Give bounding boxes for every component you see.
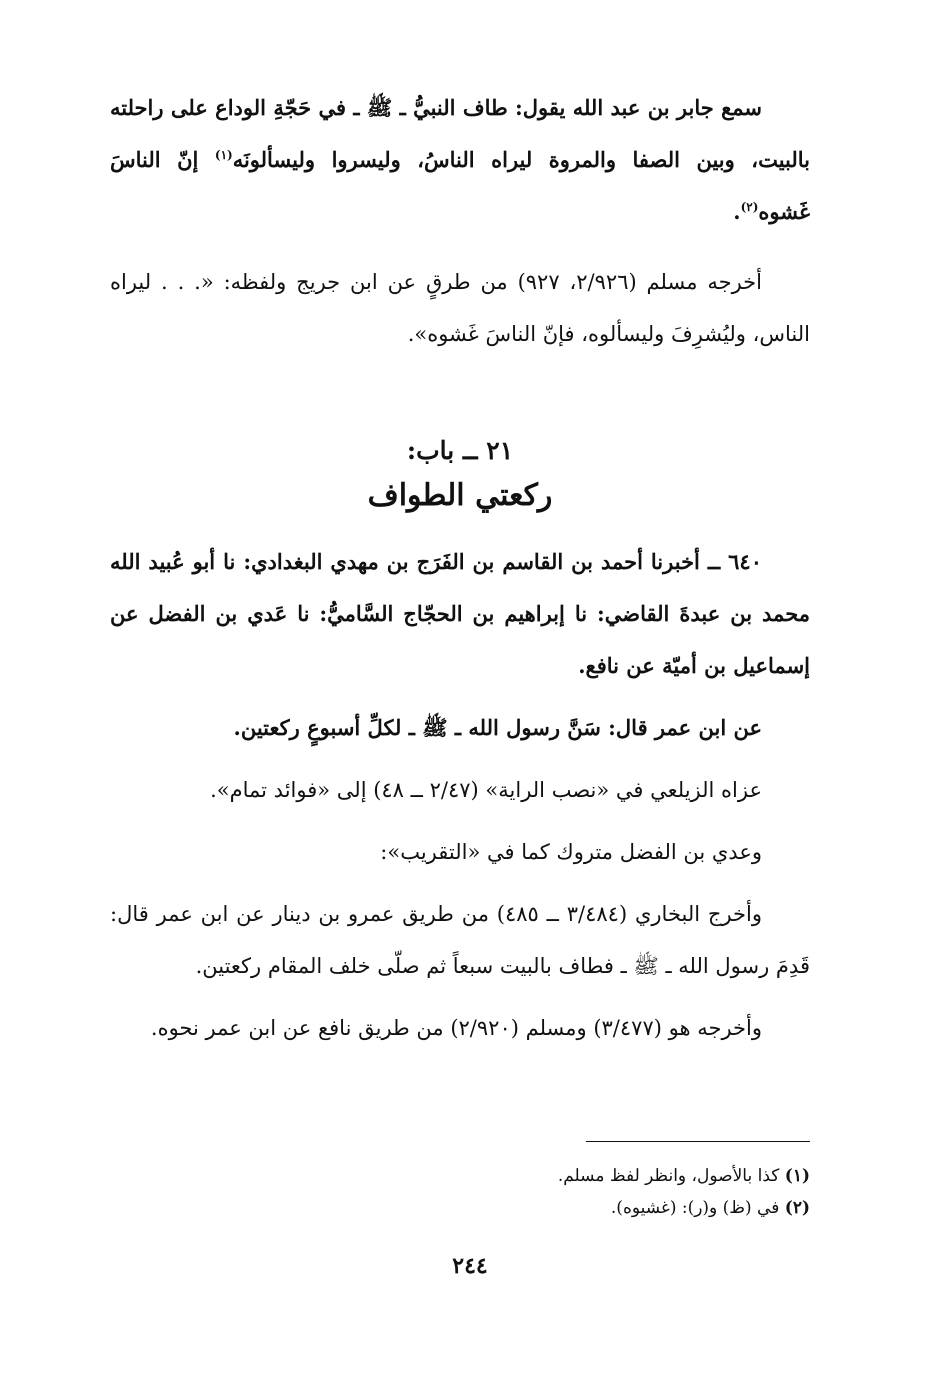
footnote-ref-1: (١) bbox=[214, 148, 233, 162]
page-body bbox=[110, 82, 810, 1054]
footnote-ref-2: (٢) bbox=[740, 200, 759, 214]
takhrij-paragraph-zaylai: عزاه الزيلعي في «نصب الراية» (٢/٤٧ ــ ٤٨) إلى «فوائد تمام». bbox=[210, 778, 762, 802]
footnote-divider bbox=[586, 1141, 810, 1142]
footnote-text: في (ظ) و(ر): (غشيوه). bbox=[610, 1198, 785, 1218]
hadith-paragraph-jabir bbox=[110, 82, 810, 238]
chapter-title: ركعتي الطواف bbox=[367, 478, 553, 513]
footnote-item bbox=[130, 1192, 810, 1224]
footnote-item bbox=[130, 1160, 810, 1192]
takhrij-paragraph-nafi: وأخرجه هو (٣/٤٧٧) ومسلم (٢/٩٢٠) من طريق نافع عن ابن عمر نحوه. bbox=[150, 1016, 762, 1040]
footnote-number: (١) bbox=[784, 1166, 810, 1186]
hadith-text: سمع جابر بن عبد الله يقول: طاف النبيُّ ـ ﷺ ـ في حَجّةِ الوداع على راحلته بالبيت، وبين الصفا والمروة ليراه الناسُ، وليسروا وليسألونَه bbox=[110, 95, 811, 172]
hadith-text-end: . bbox=[733, 199, 741, 224]
page-number: ٢٤٤ bbox=[452, 1253, 488, 1279]
note-paragraph-adi: وعدي بن الفضل متروك كما في «التقريب»: bbox=[380, 840, 762, 864]
takhrij-paragraph-muslim: أخرجه مسلم (٢/٩٢٦، ٩٢٧) من طرقٍ عن ابن جريج ولفظه: «. . . ليراه الناس، وليُشرِفَ وليسألوه، فإنّ الناسَ غَشوه». bbox=[110, 270, 810, 346]
footnote-number: (٢) bbox=[784, 1198, 810, 1218]
takhrij-paragraph-bukhari: وأخرج البخاري (٣/٤٨٤ ــ ٤٨٥) من طريق عمرو بن دينار عن ابن عمر قال: قَدِمَ رسول الله ـ ﷺ ـ فطاف بالبيت سبعاً ثم صلّى خلف المقام ركعتين. bbox=[110, 902, 810, 978]
hadith-paragraph-ibn-umar: عن ابن عمر قال: سَنَّ رسول الله ـ ﷺ ـ لكلِّ أسبوعٍ ركعتين. bbox=[233, 715, 762, 740]
footnotes bbox=[130, 1160, 810, 1224]
isnad-paragraph: ٦٤٠ ــ أخبرنا أحمد بن القاسم بن الفَرَج بن مهدي البغدادي: نا أبو عُبيد الله محمد بن عبدةَ القاضي: نا إبراهيم بن الحجّاج السَّاميُّ: نا عَدي بن الفضل عن إسماعيل بن أميّة عن نافع. bbox=[110, 549, 810, 678]
chapter-number: ٢١ ــ باب: bbox=[406, 436, 514, 465]
footnote-text: كذا بالأصول، وانظر لفظ مسلم. bbox=[557, 1166, 785, 1186]
chapter-heading bbox=[110, 430, 810, 520]
hadith-text-cont: إنّ الناسَ غَشوه bbox=[110, 147, 810, 224]
